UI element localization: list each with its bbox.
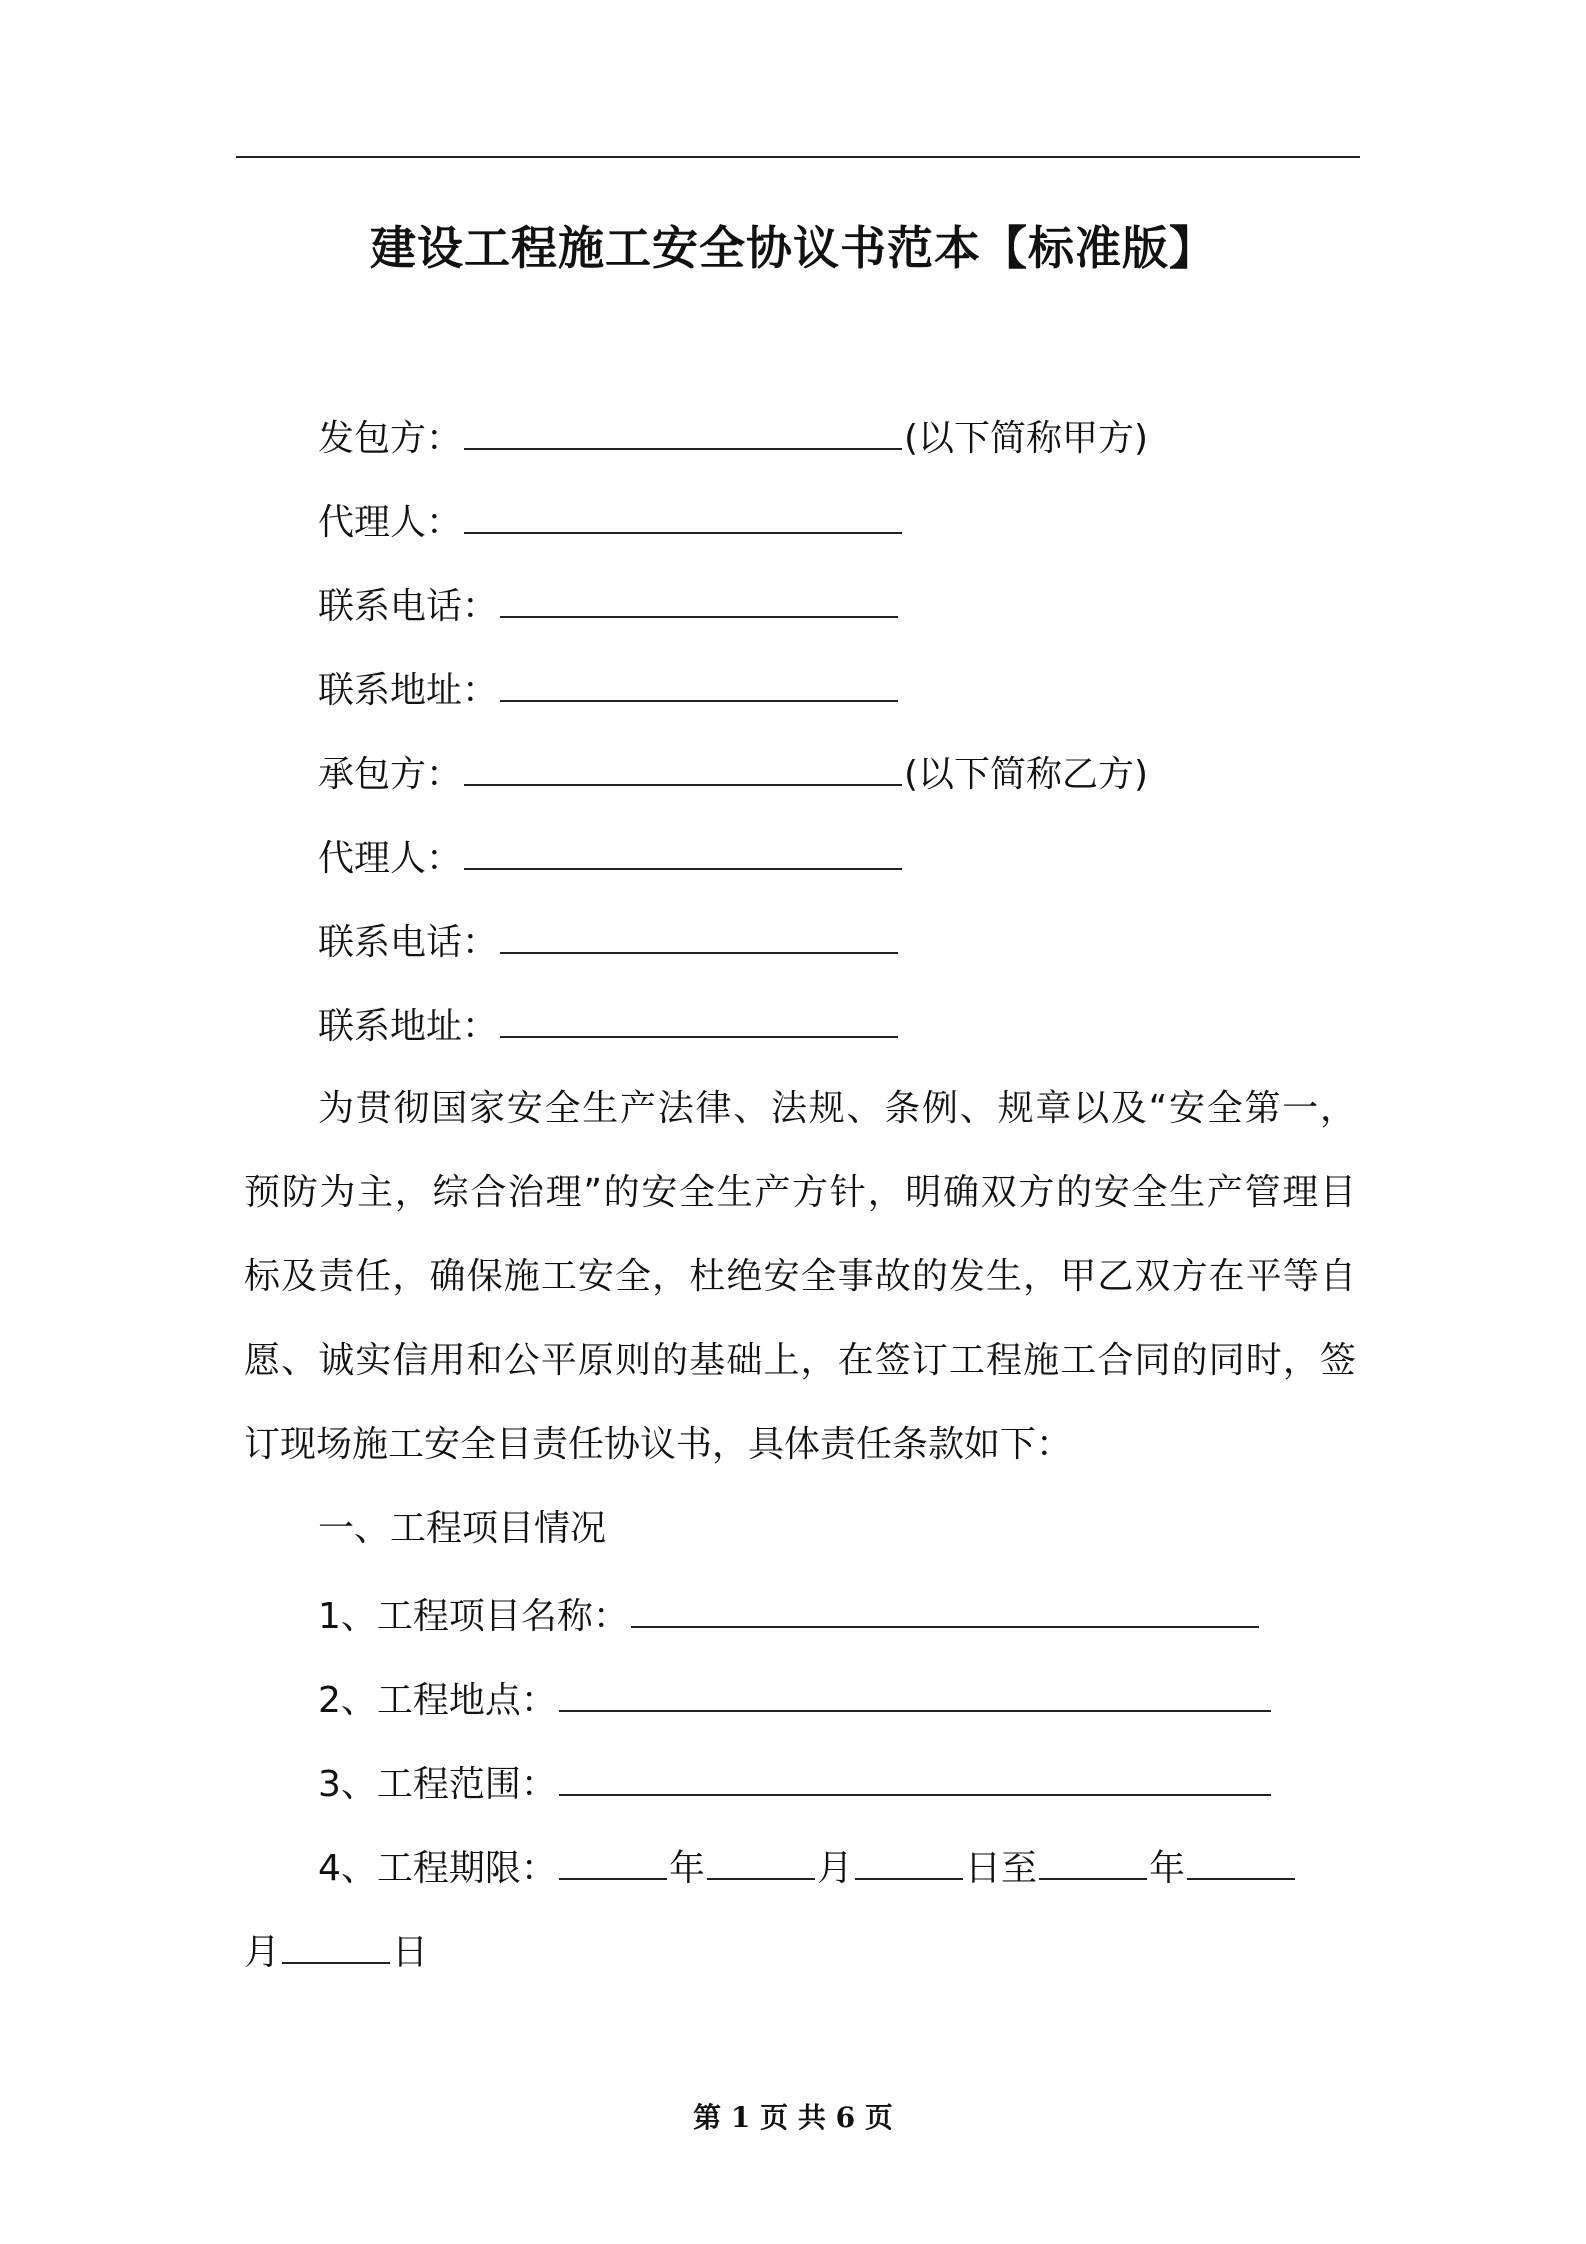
page-footer: 第 1 页 共 6 页 <box>693 2101 893 2134</box>
project-name-line <box>318 1590 1261 1642</box>
project-period-label: 4、工程期限： <box>318 1848 557 1889</box>
party-b-agent-label: 代理人： <box>318 838 463 879</box>
month-unit: 月 <box>816 1848 853 1889</box>
start-year-blank[interactable] <box>559 1842 667 1880</box>
intro-line: 愿、诚实信用和公平原则的基础上，在签订工程施工合同的同时，签 <box>244 1340 1356 1381</box>
month-unit: 月 <box>244 1932 281 1973</box>
party-a-address-label: 联系地址： <box>318 670 499 711</box>
party-b-address-label: 联系地址： <box>318 1006 499 1047</box>
party-a-suffix: (以下简称甲方) <box>904 418 1149 459</box>
document-title: 建设工程施工安全协议书范本【标准版】 <box>370 221 1216 275</box>
start-day-blank[interactable] <box>855 1842 963 1880</box>
intro-line: 为贯彻国家安全生产法律、法规、条例、规章以及“安全第一， <box>318 1088 1356 1129</box>
section-1-heading: 一、工程项目情况 <box>318 1508 607 1549</box>
party-b-line <box>318 748 1148 800</box>
project-name-label: 1、工程项目名称： <box>318 1596 629 1637</box>
day-to-unit: 日至 <box>964 1848 1037 1889</box>
party-b-suffix: (以下简称乙方) <box>904 754 1149 795</box>
header-rule <box>236 156 1360 158</box>
year-unit: 年 <box>1148 1848 1185 1889</box>
year-unit: 年 <box>668 1848 705 1889</box>
party-a-address-blank[interactable] <box>500 664 898 702</box>
start-month-blank[interactable] <box>707 1842 815 1880</box>
project-scope-line <box>318 1758 1273 1810</box>
party-b-address-blank[interactable] <box>500 1000 898 1038</box>
party-a-agent-blank[interactable] <box>464 496 902 534</box>
party-a-blank[interactable] <box>464 412 902 450</box>
intro-line: 预防为主，综合治理”的安全生产方针，明确双方的安全生产管理目 <box>244 1172 1356 1213</box>
party-a-agent-label: 代理人： <box>318 502 463 543</box>
end-month-blank-part[interactable] <box>1187 1842 1295 1880</box>
party-b-phone-line <box>318 916 900 968</box>
project-location-blank[interactable] <box>559 1674 1271 1712</box>
project-period-line <box>318 1842 1297 1894</box>
intro-line: 标及责任，确保施工安全，杜绝安全事故的发生，甲乙双方在平等自 <box>244 1256 1356 1297</box>
party-a-agent-line <box>318 496 904 548</box>
project-period-line-cont <box>244 1926 428 1978</box>
party-b-blank[interactable] <box>464 748 902 786</box>
project-scope-blank[interactable] <box>559 1758 1271 1796</box>
party-b-label: 承包方： <box>318 754 463 795</box>
party-b-agent-line <box>318 832 904 884</box>
intro-line: 订现场施工安全目责任协议书，具体责任条款如下： <box>244 1424 1073 1465</box>
day-unit: 日 <box>392 1932 429 1973</box>
project-location-label: 2、工程地点： <box>318 1680 557 1721</box>
party-a-line <box>318 412 1148 464</box>
party-b-agent-blank[interactable] <box>464 832 902 870</box>
project-scope-label: 3、工程范围： <box>318 1764 557 1805</box>
party-a-phone-label: 联系电话： <box>318 586 499 627</box>
party-b-phone-blank[interactable] <box>500 916 898 954</box>
project-location-line <box>318 1674 1273 1726</box>
end-year-blank[interactable] <box>1039 1842 1147 1880</box>
project-name-blank[interactable] <box>631 1590 1259 1628</box>
party-b-phone-label: 联系电话： <box>318 922 499 963</box>
party-a-phone-blank[interactable] <box>500 580 898 618</box>
party-a-label: 发包方： <box>318 418 463 459</box>
party-a-address-line <box>318 664 900 716</box>
party-a-phone-line <box>318 580 900 632</box>
party-b-address-line <box>318 1000 900 1052</box>
end-day-blank[interactable] <box>282 1926 390 1964</box>
